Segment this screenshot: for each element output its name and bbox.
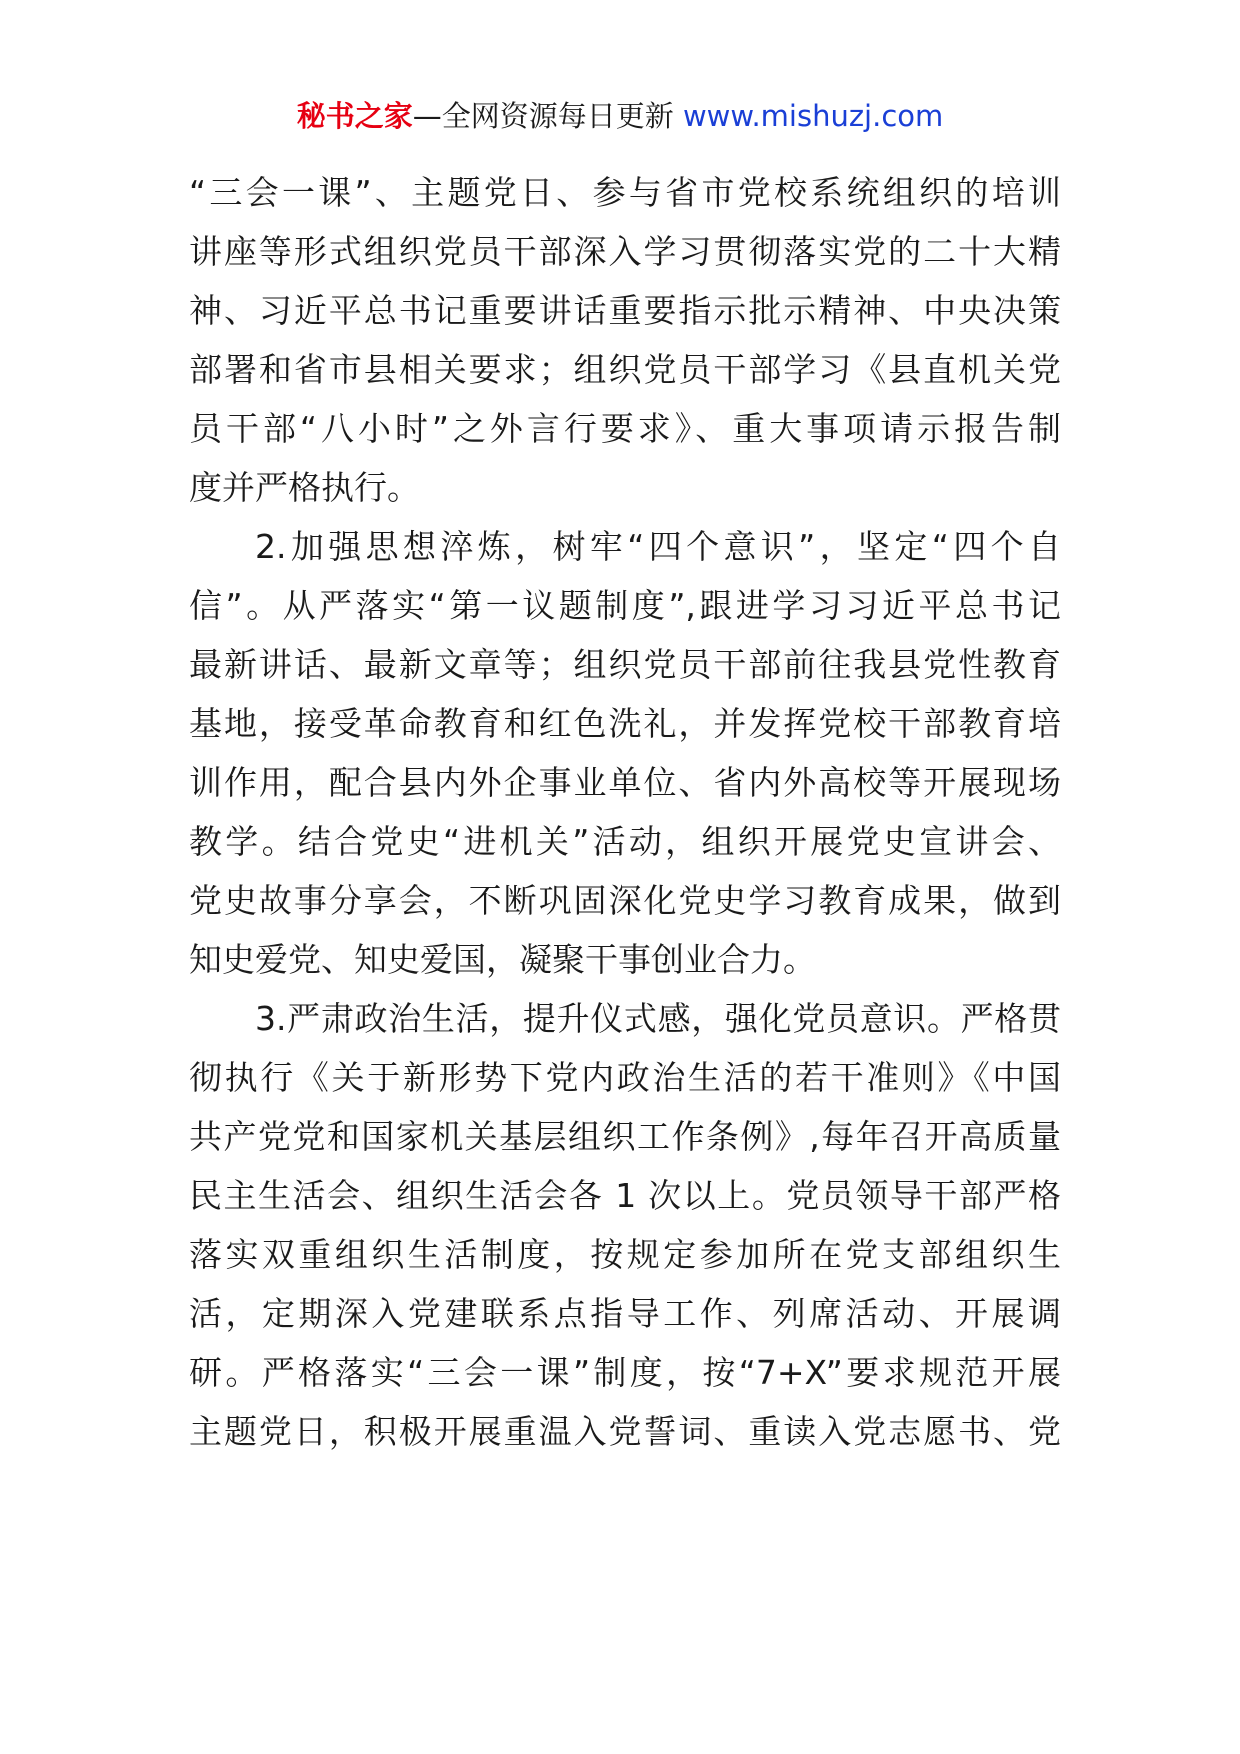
paragraph-2-heading-line: 2.加强思想淬炼，树牢“四个意识”，坚定“四个自 [255,527,1061,566]
text-line: 讲座等形式组织党员干部深入学习贯彻落实党的二十大精 [189,232,1061,271]
paragraph-3-heading-line: 3.严肃政治生活，提升仪式感，强化党员意识。严格贯 [255,999,1061,1038]
site-tagline: —全网资源每日更新 [412,99,683,133]
text-line: 活，定期深入党建联系点指导工作、列席活动、开展调 [189,1294,1061,1333]
text-line: 研。严格落实“三会一课”制度，按“7+X”要求规范开展 [189,1353,1061,1392]
text-line: 共产党党和国家机关基层组织工作条例》,每年召开高质量 [189,1117,1061,1156]
text-line: 教学。结合党史“进机关”活动，组织开展党史宣讲会、 [189,822,1061,861]
text-line: 基地，接受革命教育和红色洗礼，并发挥党校干部教育培 [189,704,1061,743]
site-header [0,96,1240,136]
text-line: 党史故事分享会，不断巩固深化党史学习教育成果，做到 [189,881,1061,920]
text-line: 主题党日，积极开展重温入党誓词、重读入党志愿书、党 [189,1412,1061,1451]
text-line: 训作用，配合县内外企事业单位、省内外高校等开展现场 [189,763,1061,802]
text-line: 落实双重组织生活制度，按规定参加所在党支部组织生 [189,1235,1061,1274]
text-line: “三会一课”、主题党日、参与省市党校系统组织的培训 [189,173,1061,212]
text-line: 神、习近平总书记重要讲话重要指示批示精神、中央决策 [189,291,1061,330]
text-line: 民主生活会、组织生活会各 1 次以上。党员领导干部严格 [189,1176,1061,1215]
text-line: 度并严格执行。 [189,468,420,507]
text-line: 信”。从严落实“第一议题制度”,跟进学习习近平总书记 [189,586,1061,625]
document-body [189,163,1061,1461]
site-brand: 秘书之家 [296,99,413,133]
text-line: 彻执行《关于新形势下党内政治生活的若干准则》《中国 [189,1058,1061,1097]
text-line: 最新讲话、最新文章等；组织党员干部前往我县党性教育 [189,645,1061,684]
text-line: 知史爱党、知史爱国，凝聚干事创业合力。 [189,940,816,979]
text-line: 员干部“八小时”之外言行要求》、重大事项请示报告制 [189,409,1061,448]
text-line: 部署和省市县相关要求；组织党员干部学习《县直机关党 [189,350,1061,389]
site-url-link[interactable]: www.mishuzj.com [682,99,944,133]
